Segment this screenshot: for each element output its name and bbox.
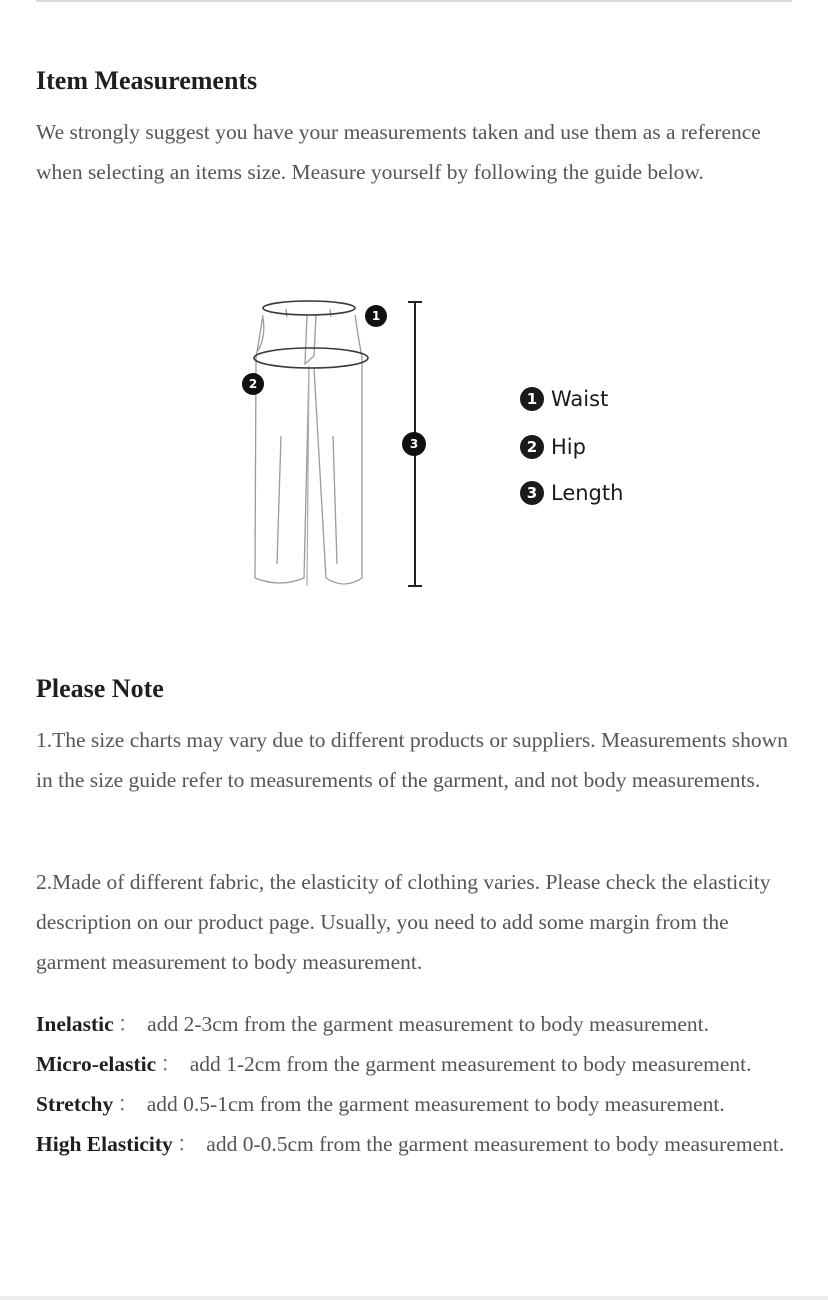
measurements-intro: We strongly suggest you have your measurements taken and use them as a reference when selecting an items size. Measure yourself by following the guide below. — [36, 120, 761, 184]
elasticity-row-micro-elastic — [36, 1044, 792, 1084]
pants-diagram — [240, 296, 440, 592]
bottom-divider — [0, 1296, 828, 1300]
elasticity-separator: ： — [117, 1012, 140, 1036]
legend-label: Waist — [551, 387, 609, 411]
elasticity-text: add 0-0.5cm from the garment measurement to body measurement. — [206, 1132, 785, 1156]
legend-num-icon: 1 — [520, 387, 544, 411]
elasticity-text: add 1-2cm from the garment measurement to body measurement. — [189, 1052, 752, 1076]
elasticity-separator: ： — [117, 1092, 139, 1116]
elasticity-row-inelastic — [36, 1004, 792, 1044]
legend-num-icon: 2 — [520, 435, 544, 459]
please-note-title: Please Note — [36, 674, 164, 703]
top-divider — [36, 0, 792, 2]
elasticity-list — [36, 1004, 792, 1164]
legend-label: Hip — [551, 435, 586, 459]
marker-length: 3 — [409, 437, 419, 451]
elasticity-row-high-elasticity — [36, 1124, 792, 1164]
note-1: 1.The size charts may vary due to different products or suppliers. Measurements shown in the size guide refer to measurements of the garment, and not body measurements. — [36, 728, 788, 792]
item-measurements-title: Item Measurements — [36, 66, 258, 95]
elasticity-separator: ： — [160, 1052, 182, 1076]
legend-item-length — [520, 478, 623, 508]
legend-item-waist — [520, 384, 608, 414]
elasticity-term: Inelastic — [36, 1012, 114, 1036]
elasticity-term: High Elasticity — [36, 1132, 173, 1156]
note-2: 2.Made of different fabric, the elasticity of clothing varies. Please check the elasticity description on our product page. Usually, you need to add some margin from the garment measurement to body measurement. — [36, 870, 771, 974]
elasticity-term: Micro-elastic — [36, 1052, 157, 1076]
elasticity-term: Stretchy — [36, 1092, 114, 1116]
marker-waist: 1 — [371, 309, 381, 323]
elasticity-row-stretchy — [36, 1084, 792, 1124]
elasticity-separator: ： — [176, 1132, 199, 1156]
legend-num-icon: 3 — [520, 481, 544, 505]
legend-item-hip — [520, 432, 586, 462]
legend-label: Length — [551, 481, 624, 505]
elasticity-text: add 2-3cm from the garment measurement to body measurement. — [147, 1012, 709, 1036]
elasticity-text: add 0.5-1cm from the garment measurement to body measurement. — [146, 1092, 725, 1116]
marker-hip: 2 — [248, 377, 258, 391]
pants-icon — [240, 296, 440, 592]
